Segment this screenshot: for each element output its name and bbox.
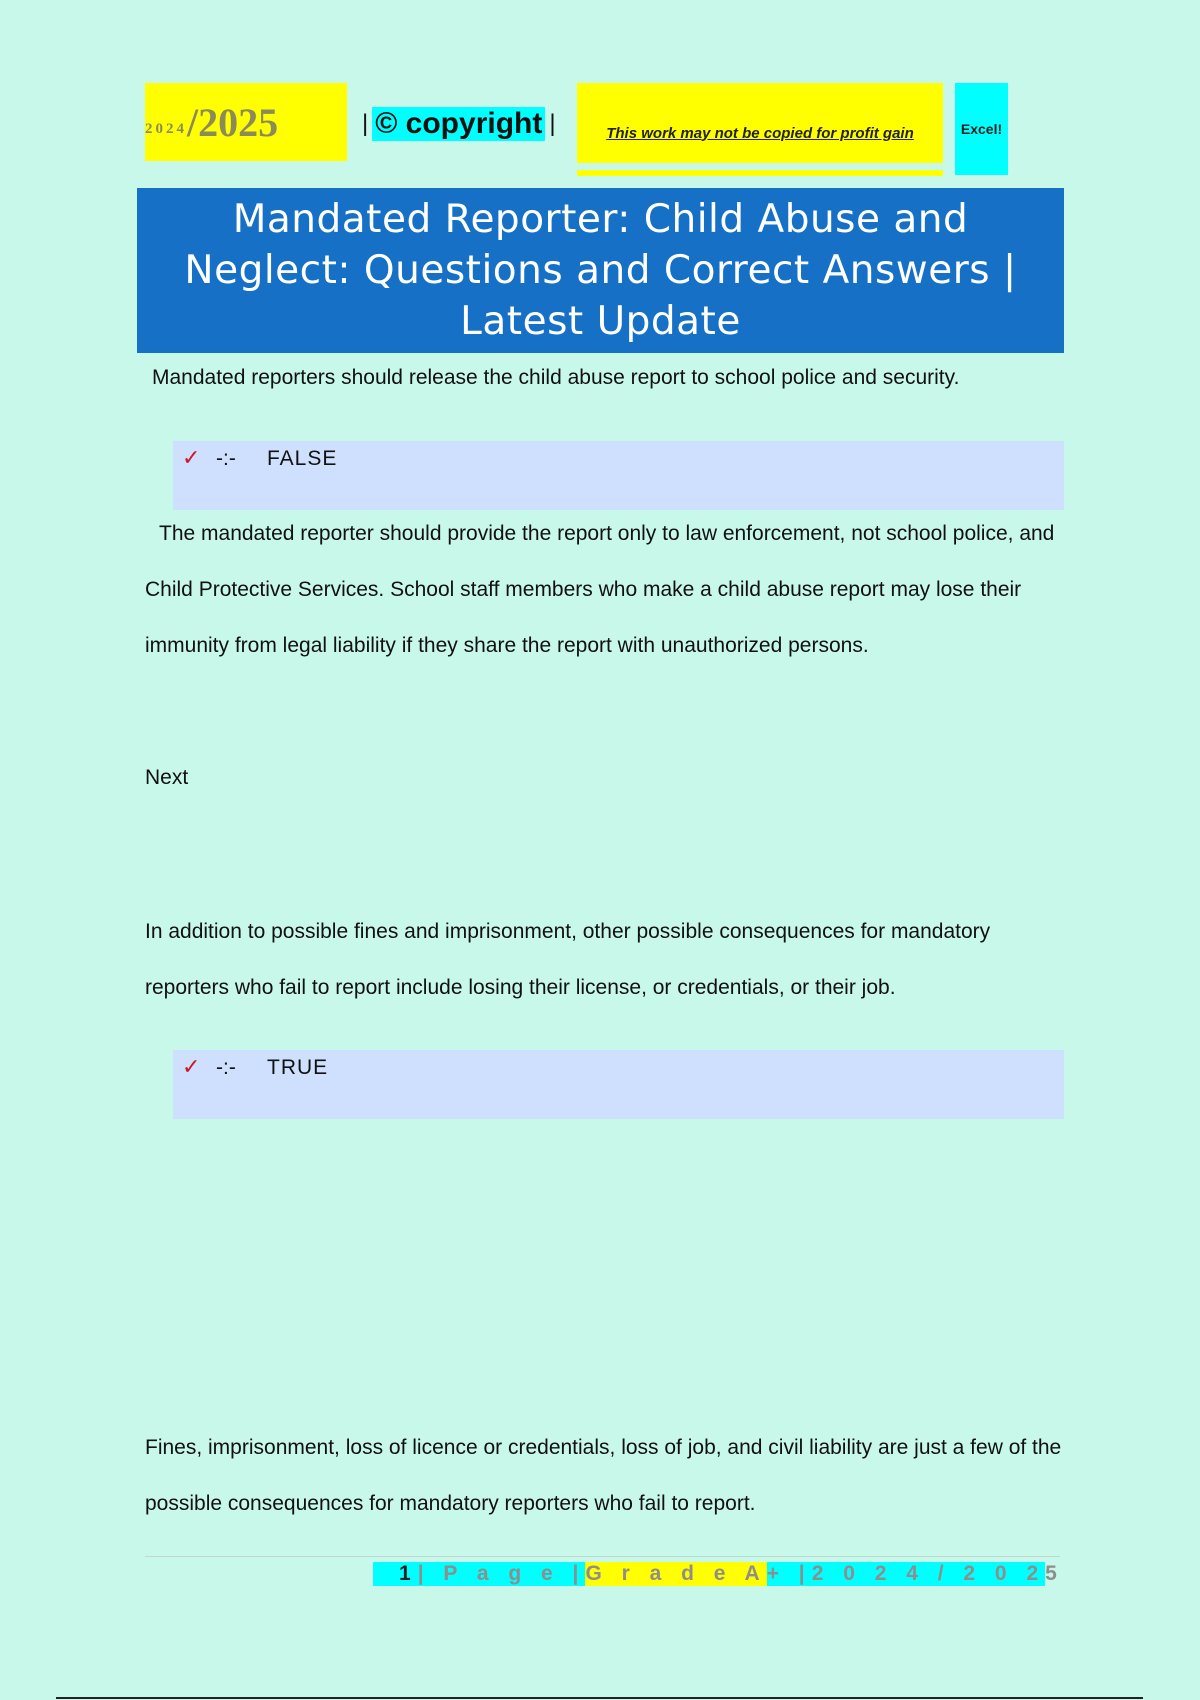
footer-plus: + | [766,1562,812,1585]
question-1: Mandated reporters should release the child abuse report to school police and security. [152,366,960,389]
page-title: Mandated Reporter: Child Abuse and Neglect: Questions and Correct Answers | Latest Update [184,197,1017,344]
header-year-big: /2025 [187,99,279,145]
header-notice-underline [577,170,943,176]
header-notice-block [577,83,943,163]
check-icon: ✓ [182,1054,201,1079]
footer-last-digit: 5 [1045,1562,1064,1585]
footer-years: 2 0 2 4 / 2 0 2 [811,1562,1046,1585]
explanation-2: Fines, imprisonment, loss of licence or credentials, loss of job, and civil liability are just a few of the possible consequences for mandatory reporters who fail to report. [145,1436,1062,1515]
bottom-rule [56,1697,1143,1699]
answer-1: FALSE [267,447,338,470]
question-2: In addition to possible fines and imprisonment, other possible consequences for mandatory reporters who fail to report include losing their license, or credentials, or their job. [145,920,991,999]
header-year-small: 2024 [145,120,187,137]
header-excel-label: Excel! [960,121,1003,137]
answer-box-2 [173,1050,1064,1119]
footer-grade: G r a d e A [585,1562,767,1585]
answer-separator: -:- [216,447,236,470]
check-icon: ✓ [182,445,201,470]
answer-box-1 [173,441,1064,510]
next-label: Next [145,766,189,789]
page-footer [373,1560,1064,1588]
header-year-block [145,83,347,161]
answer-separator: -:- [216,1056,236,1079]
copyright-pipe-right: | [549,110,556,137]
footer-page-number: 1 [373,1562,418,1586]
copyright-label: © copyright [372,107,545,141]
header-excel-block [955,83,1008,175]
header-notice-text: This work may not be copied for profit gain [606,124,914,142]
header-copyright [358,104,560,144]
explanation-1: The mandated reporter should provide the report only to law enforcement, not school police, and Child Protective Services. School staff members who make a child abuse report may lose their immunity from legal liability if they share the report with unauthorized persons. [145,522,1055,657]
footer-divider [145,1556,1060,1557]
copyright-pipe-left: | [362,110,369,137]
title-banner [137,188,1064,353]
footer-page-label: | P a g e | [417,1562,586,1585]
answer-2: TRUE [267,1056,329,1079]
